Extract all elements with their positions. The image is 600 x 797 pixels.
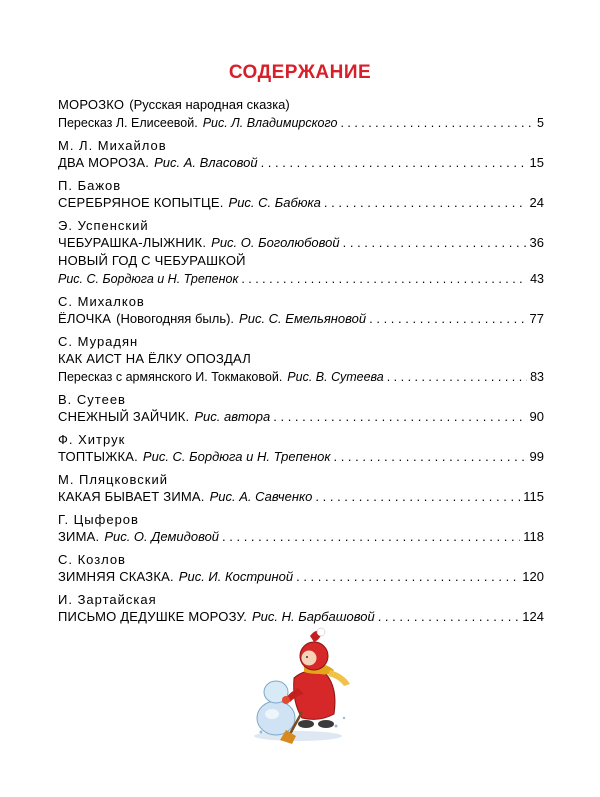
- leader-dots: [340, 114, 534, 132]
- page-number: 77: [529, 311, 544, 326]
- page-number: 115: [523, 489, 544, 504]
- toc-line[interactable]: [58, 528, 544, 546]
- author-name: Г. Цыферов: [58, 512, 139, 527]
- toc-line[interactable]: [58, 488, 544, 506]
- story-title: ЧЕБУРАШКА-ЛЫЖНИК.: [58, 235, 207, 250]
- illustrator: Рис. С. Бордюга и Н. Трепенок: [142, 449, 331, 464]
- story-title: НОВЫЙ ГОД С ЧЕБУРАШКОЙ: [58, 253, 246, 268]
- illustrator: Рис. автора: [194, 409, 271, 424]
- leader-dots: [378, 608, 520, 626]
- leader-dots: [273, 408, 526, 426]
- story-title: ПИСЬМО ДЕДУШКЕ МОРОЗУ.: [58, 609, 248, 624]
- author-name: Ф. Хитрук: [58, 432, 126, 447]
- toc-line[interactable]: [58, 114, 544, 132]
- story-title: ЗИМА.: [58, 529, 100, 544]
- toc-entry: [58, 391, 544, 426]
- story-title: МОРОЗКО: [58, 97, 125, 112]
- story-title: ДВА МОРОЗА.: [58, 155, 150, 170]
- retelling-note: Пересказ Л. Елисеевой.: [58, 116, 198, 130]
- illustrator: Рис. И. Костриной: [178, 569, 294, 584]
- author-name: С. Козлов: [58, 552, 126, 567]
- illustrator: Рис. А. Власовой: [154, 155, 258, 170]
- illustrator: Рис. С. Бордюга и Н. Трепенок: [58, 272, 239, 286]
- page-number: 124: [522, 609, 544, 624]
- toc-entry: [58, 431, 544, 466]
- page-number: 43: [530, 272, 544, 286]
- page-number: 118: [523, 529, 544, 544]
- author-name: М. Пляцковский: [58, 472, 169, 487]
- leader-dots: [333, 448, 526, 466]
- story-note: (Русская народная сказка): [129, 97, 290, 112]
- illustrator: Рис. А. Савченко: [209, 489, 313, 504]
- illustrator: Рис. В. Сутеева: [287, 370, 384, 384]
- story-title: СНЕЖНЫЙ ЗАЙЧИК.: [58, 409, 190, 424]
- toc-line[interactable]: [58, 368, 544, 386]
- author-name: П. Бажов: [58, 178, 122, 193]
- illustrator: Рис. О. Демидовой: [104, 529, 220, 544]
- toc-entry: [58, 293, 544, 328]
- leader-dots: [261, 154, 527, 172]
- page-number: 120: [522, 569, 544, 584]
- story-title: ТОПТЫЖКА.: [58, 449, 138, 464]
- toc-entry: [58, 591, 544, 626]
- author-name: Э. Успенский: [58, 218, 149, 233]
- toc-entry: [58, 551, 544, 586]
- illustrator: Рис. С. Емельяновой: [239, 311, 367, 326]
- illustrator: Рис. О. Боголюбовой: [211, 235, 340, 250]
- snowman-child-illustration: [246, 626, 356, 746]
- retelling-note: Пересказ с армянского И. Токмаковой.: [58, 370, 283, 384]
- toc-entry: [58, 177, 544, 212]
- toc-line[interactable]: [58, 568, 544, 586]
- toc-entry: [58, 471, 544, 506]
- leader-dots: [241, 270, 527, 288]
- leader-dots: [296, 568, 519, 586]
- author-name: В. Сутеев: [58, 392, 126, 407]
- author-name: И. Зартайская: [58, 592, 157, 607]
- author-name: М. Л. Михайлов: [58, 138, 167, 153]
- author-name: С. Мурадян: [58, 334, 139, 349]
- toc-line[interactable]: [58, 154, 544, 172]
- story-note: (Новогодняя быль).: [116, 311, 235, 326]
- leader-dots: [387, 368, 527, 386]
- illustrator: Рис. Н. Барбашовой: [252, 609, 375, 624]
- toc-line[interactable]: [58, 194, 544, 212]
- page-number: 90: [529, 409, 544, 424]
- leader-dots: [324, 194, 527, 212]
- page-number: 83: [530, 370, 544, 384]
- leader-dots: [222, 528, 520, 546]
- page-number: 5: [537, 116, 544, 130]
- table-of-contents: [58, 96, 544, 626]
- toc-entry: [58, 96, 544, 132]
- toc-line[interactable]: [58, 234, 544, 252]
- toc-line[interactable]: [58, 608, 544, 626]
- toc-line[interactable]: [58, 310, 544, 328]
- story-title: КАКАЯ БЫВАЕТ ЗИМА.: [58, 489, 205, 504]
- toc-entry: [58, 217, 544, 288]
- leader-dots: [369, 310, 526, 328]
- leader-dots: [343, 234, 527, 252]
- story-title: КАК АИСТ НА ЁЛКУ ОПОЗДАЛ: [58, 351, 251, 366]
- page-number: 24: [529, 195, 544, 210]
- toc-title-line: [58, 96, 544, 114]
- toc-entry: [58, 511, 544, 546]
- page-number: 99: [529, 449, 544, 464]
- author-name: С. Михалков: [58, 294, 145, 309]
- illustrator: Рис. Л. Владимирского: [202, 116, 338, 130]
- illustrator: Рис. С. Бабюка: [228, 195, 321, 210]
- toc-entry: [58, 137, 544, 172]
- toc-line[interactable]: [58, 270, 544, 288]
- toc-line[interactable]: [58, 448, 544, 466]
- leader-dots: [315, 488, 520, 506]
- story-title: СЕРЕБРЯНОЕ КОПЫТЦЕ.: [58, 195, 224, 210]
- story-title: ЁЛОЧКА: [58, 311, 112, 326]
- toc-line[interactable]: [58, 408, 544, 426]
- page-number: 36: [529, 235, 544, 250]
- story-title: ЗИМНЯЯ СКАЗКА.: [58, 569, 174, 584]
- page-number: 15: [529, 155, 544, 170]
- page-title: СОДЕРЖАНИЕ: [228, 62, 372, 83]
- toc-title-line: [58, 252, 544, 270]
- toc-title-line: [58, 350, 544, 368]
- toc-entry: [58, 333, 544, 386]
